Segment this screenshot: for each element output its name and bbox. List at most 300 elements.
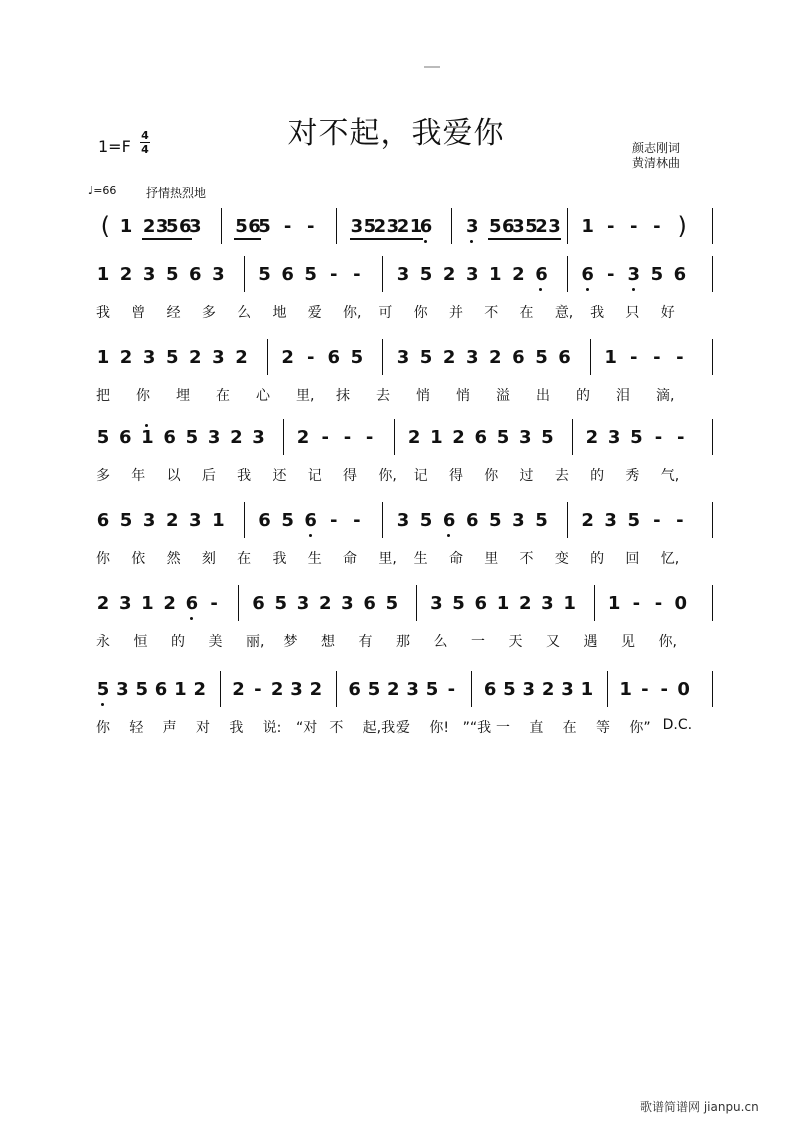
- note: 2: [96, 593, 110, 614]
- note: 6: [327, 347, 341, 368]
- lyric-word: 你: [96, 551, 110, 567]
- barline: [416, 585, 417, 621]
- dash-note: -: [654, 593, 663, 614]
- note: 5: [496, 427, 510, 448]
- lyric-word: 你: [484, 468, 499, 484]
- note: 5: [535, 347, 548, 368]
- note: 2: [165, 510, 179, 531]
- note: 6: [178, 216, 192, 240]
- note: 6: [474, 427, 488, 448]
- dash-note: -: [343, 427, 352, 448]
- note: 3: [607, 427, 621, 448]
- lyric-word: 去: [376, 388, 390, 404]
- note: 6: [252, 593, 265, 614]
- barline: [471, 671, 472, 707]
- note: 3: [396, 510, 410, 531]
- lyric-word: 你,: [378, 468, 397, 484]
- barline: [712, 585, 713, 621]
- note: 5: [304, 264, 317, 285]
- note: 6: [96, 510, 110, 531]
- note: 2: [309, 679, 323, 700]
- note: 5: [258, 264, 271, 285]
- lyric-word: 天: [508, 634, 523, 650]
- note: 1: [174, 679, 187, 700]
- lyric-word: 爱: [307, 305, 322, 321]
- note: 1: [581, 216, 594, 237]
- lyric-word: 见: [621, 634, 635, 650]
- barline: [244, 256, 245, 292]
- note: 2: [235, 347, 248, 368]
- note: 2: [585, 427, 599, 448]
- note: 6: [535, 264, 548, 285]
- lyrics-row: [96, 465, 714, 485]
- note: 3: [406, 679, 419, 700]
- note: 5: [274, 593, 288, 614]
- lyricist: 颜志刚词: [632, 141, 681, 155]
- dash-note: -: [447, 679, 456, 700]
- time-signature: [140, 130, 150, 155]
- lyric-word: 又: [546, 634, 560, 650]
- credits: [632, 141, 680, 171]
- lyric-word: D.C.: [662, 717, 693, 733]
- note: 1: [141, 593, 154, 614]
- note: 1: [430, 427, 443, 448]
- note: 3: [604, 510, 617, 531]
- lyric-word: 里,: [296, 388, 315, 404]
- note: 3: [541, 593, 554, 614]
- lyric-word: 对: [196, 720, 210, 736]
- note: 5: [489, 510, 502, 531]
- note: 1: [607, 593, 621, 614]
- lyric-word: 一: [496, 720, 510, 736]
- note: 6: [558, 347, 571, 368]
- dash-note: -: [630, 347, 638, 368]
- note: 5: [363, 216, 377, 240]
- note: 6: [673, 264, 687, 285]
- note: 5: [630, 427, 643, 448]
- note: 2: [407, 427, 421, 448]
- note: 5: [627, 510, 641, 531]
- lyric-word: 么: [433, 634, 448, 650]
- dash-note: -: [210, 593, 218, 614]
- note: 6: [281, 264, 294, 285]
- lyric-word: 心: [256, 388, 270, 404]
- lyric-word: 的: [171, 634, 185, 650]
- lyric-word: 等: [596, 720, 610, 736]
- dash-note: -: [254, 679, 262, 700]
- note: 2: [396, 216, 410, 240]
- note: 3: [512, 510, 525, 531]
- dash-note: -: [321, 427, 329, 448]
- note: 3: [142, 264, 156, 285]
- dash-note: -: [283, 216, 292, 237]
- lyric-word: “对: [296, 720, 318, 736]
- lyric-word: 里: [484, 551, 499, 567]
- lyric-word: 依: [131, 551, 146, 567]
- lyric-word: 还: [272, 468, 287, 484]
- note: 2: [230, 427, 243, 448]
- lyric-word: 永: [96, 634, 110, 650]
- note: 3: [341, 593, 354, 614]
- dash-note: -: [353, 510, 361, 531]
- note: 3: [207, 427, 221, 448]
- lyric-word: 可: [378, 305, 393, 321]
- lyric-word: 经: [166, 305, 181, 321]
- note: 5: [419, 264, 433, 285]
- notes-row: [96, 510, 714, 540]
- meter-bottom: 4: [141, 143, 149, 156]
- note: 5: [419, 510, 433, 531]
- lyric-word: 秀: [625, 468, 640, 484]
- barline: [567, 502, 568, 538]
- note: 2: [387, 679, 400, 700]
- lyric-word: 变: [554, 551, 569, 567]
- dash-note: -: [606, 216, 615, 237]
- note: 2: [119, 264, 133, 285]
- lyric-word: 你,: [658, 634, 677, 650]
- note: 1: [409, 216, 423, 240]
- lyric-word: 你: [136, 388, 150, 404]
- note: 3: [430, 593, 443, 614]
- note: 2: [541, 679, 555, 700]
- lyric-word: 你: [413, 305, 428, 321]
- dash-note: -: [306, 216, 315, 237]
- lyric-word: 恒: [133, 634, 148, 650]
- dash-note: -: [365, 427, 374, 448]
- barline: [590, 339, 591, 375]
- expression-marking: 抒情热烈地: [146, 186, 207, 200]
- barline: [451, 208, 452, 244]
- dash-note: -: [660, 679, 669, 700]
- lyric-word: 在: [562, 720, 577, 736]
- lyric-word: 不: [519, 551, 534, 567]
- dash-note: -: [306, 347, 315, 368]
- note: 6: [348, 679, 361, 700]
- note: 2: [270, 679, 284, 700]
- note: 3: [252, 427, 265, 448]
- barline: [382, 256, 383, 292]
- lyric-word: 不: [329, 720, 344, 736]
- repeat-paren: ): [677, 212, 687, 240]
- note: 1: [619, 679, 632, 700]
- lyric-word: 丽,: [246, 634, 265, 650]
- notes-row: [96, 212, 714, 246]
- note: 2: [142, 216, 156, 240]
- key-signature: 1=F: [98, 137, 131, 156]
- barline: [220, 671, 221, 707]
- barline: [238, 585, 239, 621]
- lyric-word: 命: [343, 551, 358, 567]
- lyric-word: 只: [625, 305, 640, 321]
- barline: [382, 339, 383, 375]
- note: 2: [318, 593, 332, 614]
- barline: [283, 419, 284, 455]
- lyric-word: 在: [216, 388, 230, 404]
- note: 3: [396, 264, 410, 285]
- barline: [336, 208, 337, 244]
- barline: [712, 208, 713, 244]
- note: 3: [212, 347, 225, 368]
- lyric-word: 生: [413, 551, 428, 567]
- note: 2: [534, 216, 548, 240]
- dash-note: -: [654, 427, 663, 448]
- lyric-word: 悄: [416, 388, 430, 404]
- note: 1: [96, 347, 110, 368]
- note: 2: [442, 264, 456, 285]
- note: 6: [185, 593, 199, 614]
- note: 2: [119, 347, 133, 368]
- lyric-word: 记: [307, 468, 322, 484]
- note: 6: [304, 510, 317, 531]
- lyric-word: 想: [321, 634, 335, 650]
- note: 1: [496, 593, 510, 614]
- lyric-word: 然: [166, 551, 181, 567]
- lyric-word: 曾: [131, 305, 146, 321]
- dash-note: -: [330, 510, 338, 531]
- note: 5: [425, 679, 439, 700]
- note: 1: [119, 216, 133, 237]
- note: 2: [373, 216, 387, 240]
- note: 3: [396, 347, 410, 368]
- lyric-word: 你,: [343, 305, 362, 321]
- lyric-word: 刻: [201, 551, 216, 567]
- lyric-word: 多: [201, 305, 216, 321]
- note: 5: [350, 347, 364, 368]
- note: 3: [518, 427, 532, 448]
- lyric-word: 里,: [378, 551, 397, 567]
- lyric-word: 去: [554, 468, 569, 484]
- lyric-word: 遇: [583, 634, 598, 650]
- note: 2: [281, 347, 294, 368]
- barline: [712, 502, 713, 538]
- lyric-word: 好: [660, 305, 675, 321]
- barline: [572, 419, 573, 455]
- dash-note: -: [676, 347, 684, 368]
- song-title: 对不起，我爱你: [287, 116, 505, 151]
- lyric-word: 命: [448, 551, 463, 567]
- lyric-word: 我: [272, 551, 287, 567]
- dash-note: -: [676, 510, 684, 531]
- dash-note: -: [606, 264, 615, 285]
- lyric-word: 你!: [429, 720, 449, 736]
- note: 5: [165, 216, 179, 240]
- note: 2: [452, 427, 465, 448]
- note: 5: [419, 347, 433, 368]
- note: 1: [563, 593, 576, 614]
- note: 2: [518, 593, 532, 614]
- lyric-word: 声: [162, 720, 177, 736]
- lyric-word: 滴,: [656, 388, 675, 404]
- lyric-word: 悄: [456, 388, 470, 404]
- barline: [607, 671, 608, 707]
- lyric-word: 有: [358, 634, 373, 650]
- barline: [567, 208, 568, 244]
- note: 3: [155, 216, 169, 240]
- note: 6: [442, 510, 456, 531]
- barline: [567, 256, 568, 292]
- lyric-word: 后: [201, 468, 216, 484]
- lyric-word: 说:: [262, 720, 282, 736]
- lyric-word: 的: [576, 388, 590, 404]
- lyric-word: 在: [237, 551, 252, 567]
- lyric-word: 么: [237, 305, 252, 321]
- note: 6: [474, 593, 488, 614]
- barline: [712, 419, 713, 455]
- lyric-word: 我: [96, 305, 110, 321]
- dash-note: -: [653, 216, 661, 237]
- note: 3: [116, 679, 129, 700]
- tempo-marking: ♩=66: [88, 184, 117, 197]
- lyric-word: 回: [625, 551, 640, 567]
- note: 6: [118, 427, 132, 448]
- note: 5: [135, 679, 148, 700]
- note: 3: [142, 347, 156, 368]
- note: 5: [258, 216, 271, 237]
- lyric-word: 美: [208, 634, 223, 650]
- lyric-word: 得: [448, 468, 463, 484]
- lyrics-row: [96, 302, 714, 322]
- note: 3: [522, 679, 536, 700]
- dash-note: -: [677, 427, 685, 448]
- note: 5: [96, 427, 110, 448]
- note: 1: [212, 510, 225, 531]
- lyric-word: 并: [448, 305, 463, 321]
- note: 5: [541, 427, 554, 448]
- note: 3: [561, 679, 574, 700]
- note: 5: [119, 510, 133, 531]
- lyric-word: 的: [590, 468, 605, 484]
- barline: [382, 502, 383, 538]
- note: 2: [193, 679, 207, 700]
- meter-top: 4: [141, 129, 149, 142]
- note: 3: [142, 510, 156, 531]
- note: 6: [512, 347, 525, 368]
- note: 2: [581, 510, 594, 531]
- note: 1: [96, 264, 110, 285]
- lyric-word: 梦: [283, 634, 298, 650]
- lyric-word: 气,: [660, 468, 680, 484]
- lyric-word: 我: [229, 720, 244, 736]
- watermark: 歌谱简谱网 jianpu.cn: [640, 1100, 759, 1114]
- lyric-word: ”“我: [462, 720, 492, 736]
- note: 2: [489, 347, 502, 368]
- lyric-word: 生: [307, 551, 322, 567]
- note: 2: [189, 347, 202, 368]
- note: 5: [281, 510, 294, 531]
- composer: 黄清林曲: [632, 156, 681, 170]
- note: 6: [154, 679, 168, 700]
- notes-row: [96, 427, 714, 457]
- lyrics-row: [96, 385, 714, 405]
- barline: [712, 671, 713, 707]
- note: 6: [419, 216, 433, 237]
- lyric-word: 那: [396, 634, 410, 650]
- notes-row: [96, 593, 714, 623]
- lyric-word: 多: [96, 468, 110, 484]
- note: 6: [363, 593, 376, 614]
- barline: [394, 419, 395, 455]
- note: 6: [501, 216, 515, 240]
- lyrics-row: [96, 631, 714, 651]
- note: 6: [163, 427, 176, 448]
- repeat-paren: (: [100, 212, 110, 240]
- note: 3: [386, 216, 400, 240]
- lyric-word: 以: [166, 468, 181, 484]
- page-mark: [424, 66, 440, 68]
- notes-row: [96, 264, 714, 294]
- lyric-word: 出: [536, 388, 550, 404]
- notes-row: [96, 347, 714, 377]
- note: 2: [296, 427, 310, 448]
- lyric-word: 泪: [616, 388, 630, 404]
- dash-note: -: [353, 264, 361, 285]
- note: 6: [247, 216, 261, 240]
- lyric-word: 抹: [336, 388, 350, 404]
- dash-note: -: [653, 510, 661, 531]
- note: 1: [489, 264, 502, 285]
- note: 5: [96, 679, 110, 700]
- note: 5: [165, 264, 179, 285]
- note: 3: [118, 593, 132, 614]
- lyric-word: 年: [131, 468, 146, 484]
- note: 6: [465, 510, 479, 531]
- note: 0: [677, 679, 690, 700]
- lyrics-row: [96, 717, 714, 737]
- lyric-word: 地: [272, 305, 287, 321]
- barline: [336, 671, 337, 707]
- lyric-word: 我: [590, 305, 605, 321]
- note: 3: [189, 216, 202, 237]
- note: 6: [581, 264, 594, 285]
- note: 6: [483, 679, 497, 700]
- lyric-word: 在: [519, 305, 534, 321]
- note: 5: [234, 216, 248, 240]
- lyrics-row: [96, 548, 714, 568]
- note: 5: [185, 427, 199, 448]
- lyric-word: 我: [237, 468, 252, 484]
- barline: [712, 339, 713, 375]
- note: 5: [452, 593, 465, 614]
- note: 0: [674, 593, 688, 614]
- note: 5: [524, 216, 538, 240]
- note: 5: [650, 264, 664, 285]
- note: 3: [290, 679, 303, 700]
- lyric-word: 爱: [396, 720, 410, 736]
- lyric-word: 的: [590, 551, 605, 567]
- lyric-word: 你: [96, 720, 110, 736]
- lyric-word: 忆,: [660, 551, 680, 567]
- note: 2: [442, 347, 456, 368]
- lyric-word: 一: [471, 634, 485, 650]
- lyric-word: 不: [484, 305, 499, 321]
- note: 5: [385, 593, 399, 614]
- note: 5: [165, 347, 179, 368]
- note: 2: [232, 679, 245, 700]
- note: 1: [604, 347, 617, 368]
- dash-note: -: [630, 216, 638, 237]
- note: 1: [580, 679, 594, 700]
- note: 5: [503, 679, 516, 700]
- lyric-word: 溢: [496, 388, 510, 404]
- note: 3: [627, 264, 641, 285]
- lyric-word: 起,我: [362, 720, 396, 736]
- note: 3: [547, 216, 561, 240]
- dash-note: -: [653, 347, 661, 368]
- note: 1: [141, 427, 154, 448]
- dash-note: -: [330, 264, 338, 285]
- note: 3: [465, 216, 479, 237]
- lyric-word: 把: [96, 388, 110, 404]
